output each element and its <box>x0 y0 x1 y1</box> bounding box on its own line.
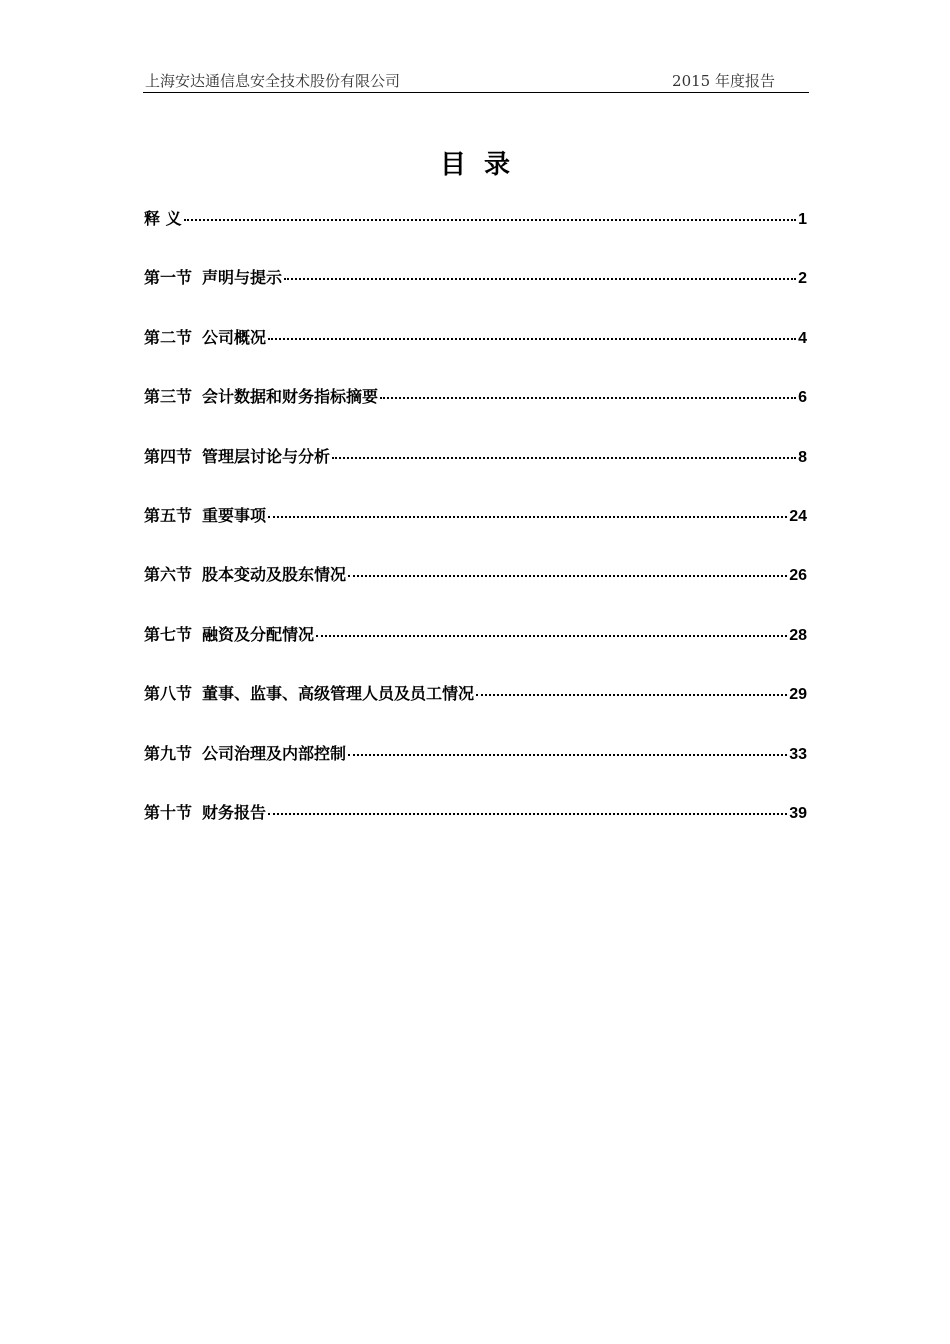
toc-entry-label <box>144 622 314 645</box>
toc-leader-dots <box>268 515 787 518</box>
toc-entry-title: 董事、监事、高级管理人员及员工情况 <box>202 684 475 704</box>
toc-entry-page: 39 <box>789 804 807 822</box>
toc-entry-title: 公司治理及内部控制 <box>202 743 347 763</box>
toc-entry-section: 第六节 <box>144 565 193 585</box>
toc-entry-title: 股本变动及股东情况 <box>202 565 347 585</box>
toc-entry-label <box>144 503 266 526</box>
toc-entry-page: 29 <box>789 686 807 704</box>
toc-leader-dots <box>184 218 797 221</box>
toc-title: 目录 <box>439 150 528 180</box>
toc-entry-section: 第九节 <box>144 743 193 763</box>
toc-entry-title: 融资及分配情况 <box>202 624 315 644</box>
toc-entry-page: 8 <box>798 448 807 466</box>
toc-list <box>144 206 807 859</box>
toc-entry-label <box>144 681 474 704</box>
toc-entry-page: 4 <box>798 329 807 347</box>
toc-entry-section-3[interactable] <box>144 384 807 443</box>
toc-entry-title: 会计数据和财务指标摘要 <box>202 387 379 407</box>
toc-entry-section-8[interactable] <box>144 681 807 740</box>
toc-leader-dots <box>476 693 787 696</box>
toc-entry-section: 第五节 <box>144 505 193 525</box>
toc-entry-section: 第一节 <box>144 268 193 288</box>
toc-entry-label <box>144 800 266 823</box>
toc-entry-section: 第十节 <box>144 802 193 822</box>
toc-entry-page: 1 <box>798 211 807 228</box>
toc-entry-page: 28 <box>789 626 807 644</box>
toc-entry-page: 24 <box>789 507 807 525</box>
toc-entry-page: 26 <box>789 567 807 585</box>
toc-entry-section: 第二节 <box>144 327 193 347</box>
toc-entry-section-5[interactable] <box>144 503 807 562</box>
page-header <box>143 66 809 93</box>
toc-leader-dots <box>348 574 787 577</box>
toc-entry-title: 声明与提示 <box>202 268 283 288</box>
toc-entry-section: 第三节 <box>144 387 193 407</box>
toc-entry-page: 33 <box>789 745 807 763</box>
toc-entry-section-7[interactable] <box>144 622 807 681</box>
toc-entry-section: 第四节 <box>144 446 193 466</box>
toc-entry-section: 第七节 <box>144 624 193 644</box>
toc-entry-label <box>144 741 346 764</box>
toc-entry-title: 财务报告 <box>202 802 267 822</box>
toc-entry-definitions[interactable] <box>144 206 807 265</box>
toc-entry-title: 管理层讨论与分析 <box>202 446 331 466</box>
toc-entry-label <box>144 444 330 467</box>
toc-entry-label <box>144 562 346 585</box>
toc-leader-dots <box>380 396 796 399</box>
toc-entry-title: 释 义 <box>144 209 182 228</box>
toc-entry-section: 第八节 <box>144 684 193 704</box>
toc-leader-dots <box>268 812 787 815</box>
toc-leader-dots <box>348 753 787 756</box>
toc-entry-label <box>144 384 378 407</box>
toc-entry-label <box>144 206 182 229</box>
header-company-name: 上海安达通信息安全技术股份有限公司 <box>145 72 401 90</box>
header-report-title: 2015 年度报告 <box>672 72 775 90</box>
toc-leader-dots <box>316 634 787 637</box>
toc-leader-dots <box>332 456 796 459</box>
toc-entry-section-6[interactable] <box>144 562 807 621</box>
toc-entry-section-1[interactable] <box>144 265 807 324</box>
toc-entry-section-9[interactable] <box>144 741 807 800</box>
toc-entry-section-10[interactable] <box>144 800 807 859</box>
toc-entry-page: 6 <box>798 389 807 407</box>
toc-entry-title: 公司概况 <box>202 327 267 347</box>
toc-leader-dots <box>268 337 796 340</box>
toc-entry-section-4[interactable] <box>144 444 807 503</box>
toc-entry-page: 2 <box>798 270 807 288</box>
toc-entry-label <box>144 325 266 348</box>
toc-entry-title: 重要事项 <box>202 505 267 525</box>
toc-entry-label <box>144 265 282 288</box>
toc-entry-section-2[interactable] <box>144 325 807 384</box>
toc-leader-dots <box>284 277 796 280</box>
